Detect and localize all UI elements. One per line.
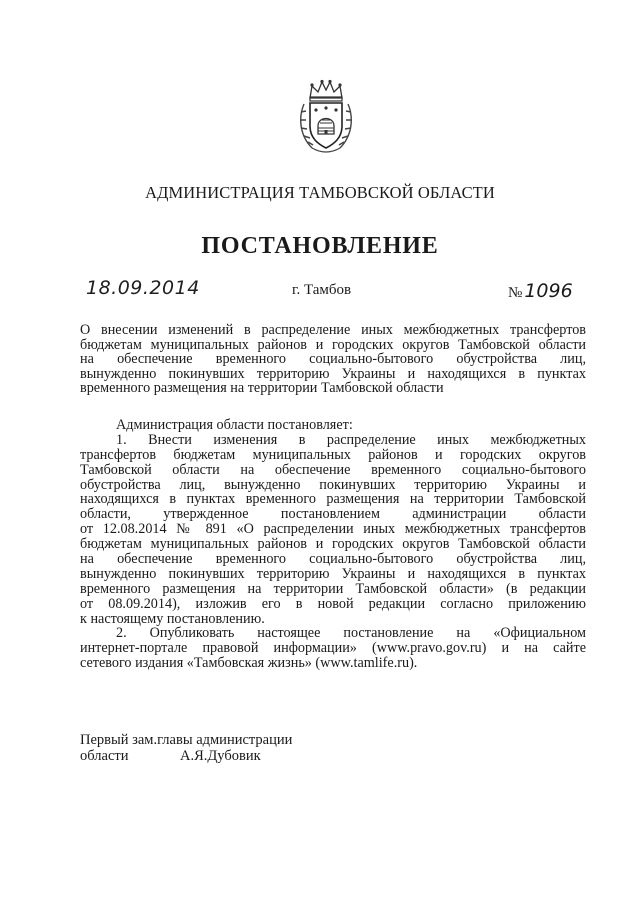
document-city: г. Тамбов bbox=[292, 282, 352, 298]
document-number bbox=[508, 280, 573, 302]
subject-line: О внесении изменений в распределение иных межбюджетных трансфертов bbox=[80, 322, 586, 338]
body-line: интернет-портале правовой информации» (www.pravo.gov.ru) и на сайте bbox=[80, 641, 586, 657]
document-body bbox=[80, 418, 586, 671]
subject-line: вынужденно покинувших территорию Украины и находящихся в пунктах bbox=[80, 365, 586, 382]
body-line: Администрация области постановляет: bbox=[116, 418, 353, 433]
number-sign: № bbox=[508, 285, 523, 301]
tambov-coat-of-arms-icon bbox=[296, 78, 356, 156]
subject-line: бюджетам муниципальных районов и городских округов Тамбовской области bbox=[80, 336, 586, 353]
body-line: от 12.08.2014 № 891 «О распределении иных межбюджетных трансфертов bbox=[80, 522, 586, 538]
body-line: области, утвержденное постановлением администрации области bbox=[80, 507, 586, 523]
document-number-value: 1096 bbox=[524, 280, 573, 302]
organization-title: АДМИНИСТРАЦИЯ ТАМБОВСКОЙ ОБЛАСТИ bbox=[145, 183, 495, 202]
body-line: временного размещения на территории Тамбовской области» (в редакции bbox=[80, 581, 586, 597]
document-date: 18.09.2014 bbox=[86, 277, 200, 299]
signer-name: А.Я.Дубовик bbox=[180, 748, 261, 764]
body-line: вынужденно покинувших территорию Украины и находящихся в пунктах bbox=[80, 566, 586, 582]
body-line: обустройства лиц, вынужденно покинувших территорию Украины и bbox=[80, 477, 586, 493]
signer-position-line: области bbox=[80, 748, 129, 764]
body-line: трансфертов бюджетам муниципальных районов и городских округов bbox=[80, 447, 586, 463]
body-line: бюджетам муниципальных районов и городских округов Тамбовской области bbox=[80, 537, 586, 553]
body-line: от 08.09.2014), изложив его в новой редакции согласно приложению bbox=[80, 596, 586, 612]
body-line: 1. Внести изменения в распределение иных межбюджетных bbox=[116, 432, 586, 448]
body-line: сетевого издания «Тамбовская жизнь» (www.tamlife.ru). bbox=[80, 656, 418, 672]
signer-position-line: Первый зам.главы администрации bbox=[80, 732, 293, 748]
document-type-title: ПОСТАНОВЛЕНИЕ bbox=[201, 233, 439, 259]
subject-line: временного размещения на территории Тамбовской области bbox=[80, 380, 444, 396]
body-line: к настоящему постановлению. bbox=[80, 611, 265, 627]
document-subject bbox=[80, 323, 586, 396]
body-line: на обеспечение временного социально-бытового обустройства лиц, bbox=[80, 552, 586, 567]
body-line: находящихся в пунктах временного размещения на территории Тамбовской bbox=[80, 492, 586, 508]
body-line: 2. Опубликовать настоящее постановление на «Официальном bbox=[116, 626, 586, 642]
body-line: Тамбовской области на обеспечение временного социально-бытового bbox=[80, 462, 586, 478]
subject-line: на обеспечение временного социально-бытового обустройства лиц, bbox=[80, 351, 586, 367]
